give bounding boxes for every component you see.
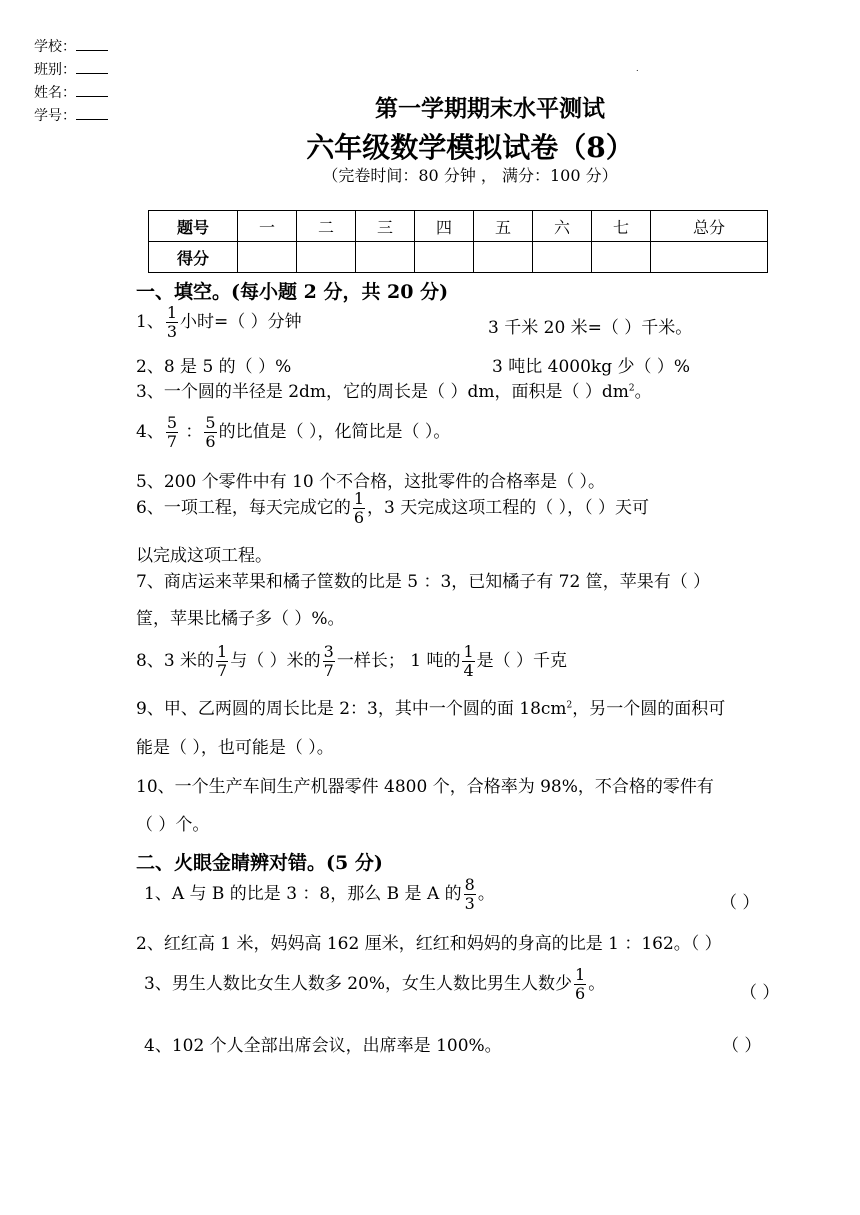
score-table-header: 三 — [356, 211, 415, 242]
score-table-header: 一 — [238, 211, 297, 242]
score-row-label: 得分 — [149, 242, 238, 273]
score-table-header: 六 — [533, 211, 592, 242]
question-6-line2: 以完成这项工程。 — [136, 546, 272, 566]
score-table-header: 七 — [592, 211, 651, 242]
question-2b: 3 吨比 4000kg 少（ ）% — [492, 357, 691, 377]
exam-subtitle-title: 六年级数学模拟试卷（8） — [306, 131, 634, 164]
score-table-header: 题号 — [149, 211, 238, 242]
judge-question-2: 2、红红高 1 米，妈妈高 162 厘米，红红和妈妈的身高的比是 1 ：162。（ ） — [136, 934, 722, 954]
fraction: $\frac{1}{3}$ — [166, 303, 178, 341]
score-cell[interactable] — [474, 242, 533, 273]
score-cell[interactable] — [415, 242, 474, 273]
school-field: 学校： — [34, 38, 108, 57]
score-table-header: 总分 — [651, 211, 768, 242]
exam-time-score: （完卷时间：80 分钟 ， 满分：100 分） — [322, 166, 618, 185]
judge-question-3: 3、男生人数比女生人数多 20%，女生人数比男生人数少 $\frac{1}{6}$ 。 — [144, 965, 606, 1003]
score-table-header: 五 — [474, 211, 533, 242]
answer-bracket[interactable]: （ ） — [722, 1036, 762, 1056]
answer-bracket[interactable]: （ ） — [740, 983, 780, 1003]
score-table-header: 二 — [297, 211, 356, 242]
number-field: 学号： — [34, 107, 108, 126]
question-4: 4、 $\frac{5}{7}$ ： $\frac{5}{6}$ 的比值是（ ），化简比是（ ）。 — [136, 413, 451, 451]
question-8: 8、3 米的 $\frac{1}{7}$ 与（ ）米的 $\frac{3}{7}$ 一样长； 1 吨的 $\frac{1}{4}$ 是（ ）千克 — [136, 642, 568, 680]
score-cell[interactable] — [651, 242, 768, 273]
score-cell[interactable] — [592, 242, 651, 273]
question-5: 5、200 个零件中有 10 个不合格，这批零件的合格率是（ ）。 — [136, 472, 606, 492]
score-cell[interactable] — [238, 242, 297, 273]
fraction: $\frac{1}{6}$ — [575, 965, 586, 1003]
fraction: $\frac{5}{7}$ — [166, 413, 178, 451]
question-10-line2: （ ）个。 — [136, 815, 210, 835]
question-1b: 3 千米 20 米=（ ）千米。 — [488, 318, 693, 338]
fraction: $\frac{1}{7}$ — [217, 642, 228, 680]
fraction: $\frac{1}{6}$ — [353, 489, 365, 527]
fraction: $\frac{8}{3}$ — [464, 875, 475, 913]
judge-question-1: 1、A 与 B 的比是 3 ：8，那么 B 是 A 的 $\frac{8}{3}$ 。 — [144, 875, 495, 913]
section1-title: 一、填空。(每小题 2 分，共 20 分) — [136, 281, 449, 303]
question-7-line2: 筐，苹果比橘子多（ ）%。 — [136, 609, 345, 629]
question-7-line1: 7、商店运来苹果和橘子筐数的比是 5 ：3，已知橘子有 72 筐，苹果有（ ） — [136, 572, 711, 592]
name-field: 姓名： — [34, 84, 108, 103]
score-table-header: 四 — [415, 211, 474, 242]
question-3: 3、一个圆的半径是 2dm，它的周长是（ ）dm，面积是（ ）$dm^2$。 — [136, 382, 652, 402]
question-9-line2: 能是（ ），也可能是（ ）。 — [136, 738, 334, 758]
question-2a: 2、8 是 5 的（ ）% — [136, 357, 292, 377]
fraction: $\frac{1}{4}$ — [463, 642, 474, 680]
judge-question-4: 4、102 个人全部出席会议，出席率是 100%。 — [144, 1036, 502, 1056]
fraction: $\frac{3}{7}$ — [323, 642, 334, 680]
score-table — [148, 210, 768, 273]
section2-title: 二、火眼金睛辨对错。(5 分) — [136, 852, 383, 874]
stray-dot: . — [636, 64, 639, 73]
score-cell[interactable] — [297, 242, 356, 273]
score-cell[interactable] — [356, 242, 415, 273]
exam-title: 第一学期期末水平测试 — [375, 95, 605, 122]
class-field: 班别： — [34, 61, 108, 80]
score-cell[interactable] — [533, 242, 592, 273]
fraction: $\frac{5}{6}$ — [205, 413, 216, 451]
question-10-line1: 10、一个生产车间生产机器零件 4800 个，合格率为 98%，不合格的零件有 — [136, 777, 714, 797]
question-1a: 1、 $\frac{1}{3}$ 小时=（ ）分钟 — [136, 303, 302, 341]
question-6: 6、一项工程，每天完成它的 $\frac{1}{6}$ ，3 天完成这项工程的（ ），（ ）天可 — [136, 489, 650, 527]
question-9-line1: 9、甲、乙两圆的周长比是 2：3，其中一个圆的面 $18cm^2$，另一个圆的面积可 — [136, 699, 726, 719]
answer-bracket[interactable]: （ ） — [720, 893, 760, 913]
